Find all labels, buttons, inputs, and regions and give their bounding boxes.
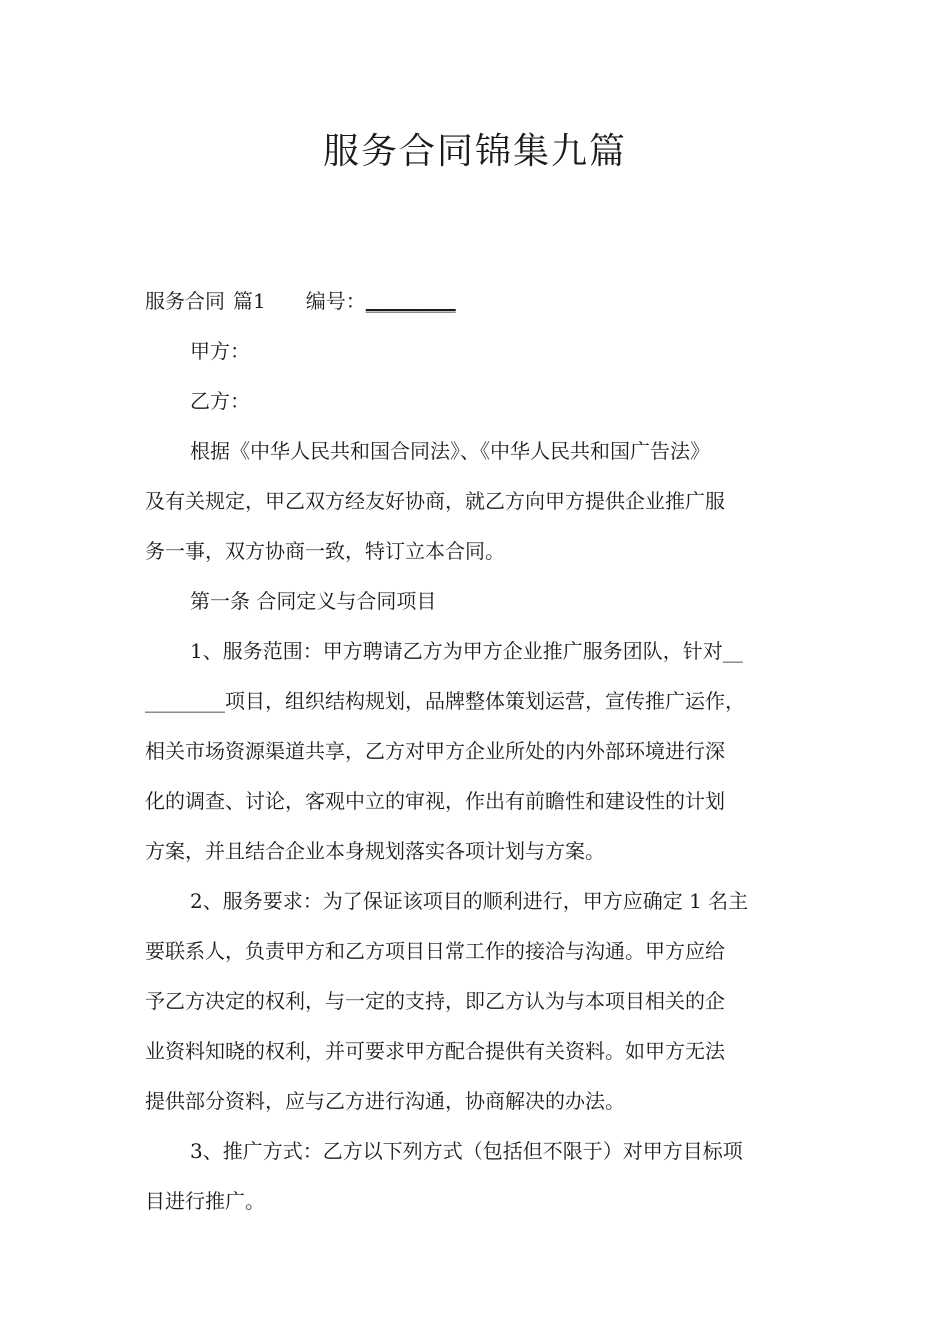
- paragraph-line: 务一事，双方协商一致，特订立本合同。: [145, 539, 505, 563]
- paragraph-line: 根据《中华人民共和国合同法》、《中华人民共和国广告法》: [190, 439, 710, 463]
- document-title: 服务合同锦集九篇: [322, 131, 627, 172]
- paragraph-line: 1、服务范围：甲方聘请乙方为甲方企业推广服务团队，针对__: [190, 639, 743, 663]
- paragraph-line: 及有关规定，甲乙双方经友好协商，就乙方向甲方提供企业推广服: [145, 489, 725, 513]
- paragraph-line: ________项目，组织结构规划，品牌整体策划运营，宣传推广运作，: [145, 689, 745, 713]
- article-heading: 第一条 合同定义与合同项目: [190, 589, 437, 613]
- paragraph-line: 予乙方决定的权利，与一定的支持，即乙方认为与本项目相关的企: [145, 989, 725, 1013]
- party-a-label: 甲方：: [190, 339, 250, 363]
- party-b-label: 乙方：: [190, 389, 250, 413]
- number-label: 编号：: [305, 289, 366, 313]
- paragraph-line: 相关市场资源渠道共享，乙方对甲方企业所处的内外部环境进行深: [145, 739, 725, 763]
- contract-header: [145, 286, 825, 316]
- paragraph-line: 要联系人，负责甲方和乙方项目日常工作的接洽与沟通。甲方应给: [145, 939, 725, 963]
- paragraph-line: 方案，并且结合企业本身规划落实各项计划与方案。: [145, 839, 605, 863]
- paragraph-line: 化的调查、讨论，客观中立的审视，作出有前瞻性和建设性的计划: [145, 789, 725, 813]
- contract-label: 服务合同: [145, 289, 225, 313]
- paragraph-line: 3、推广方式：乙方以下列方式（包括但不限于）对甲方目标项: [190, 1139, 743, 1163]
- number-value: _________: [365, 289, 456, 313]
- paragraph-line: 提供部分资料，应与乙方进行沟通，协商解决的办法。: [145, 1089, 625, 1113]
- paragraph-line: 业资料知晓的权利，并可要求甲方配合提供有关资料。如甲方无法: [145, 1039, 725, 1063]
- paragraph-line: 目进行推广。: [145, 1189, 265, 1213]
- chapter-label: 篇1: [233, 289, 266, 313]
- paragraph-line: 2、服务要求：为了保证该项目的顺利进行，甲方应确定 1 名主: [190, 889, 749, 913]
